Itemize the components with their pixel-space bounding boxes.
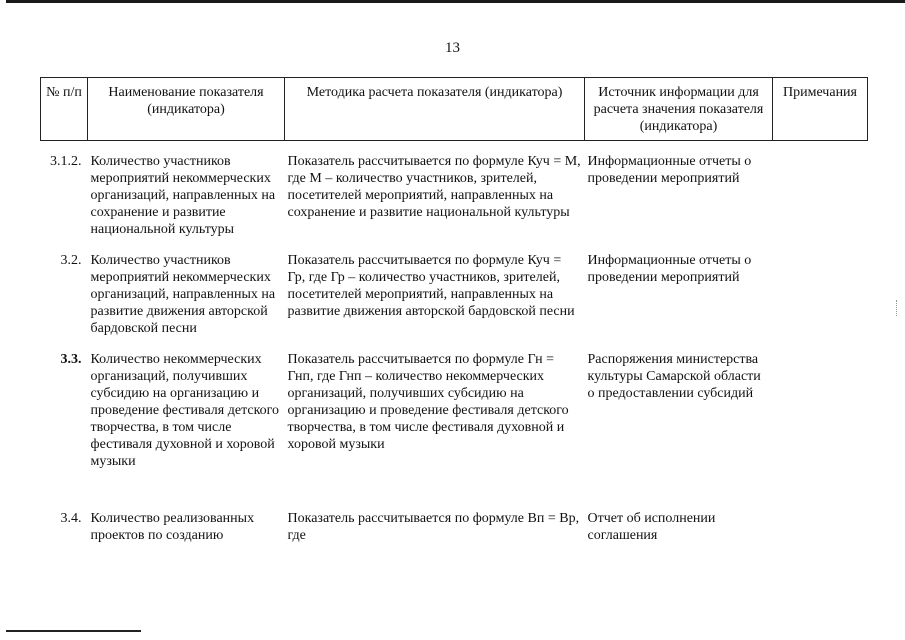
indicator-name: Количество участников мероприятий некоммерческих организаций, направленных на сохранение и развитие национальной культуры — [90, 154, 276, 237]
row-number: 3.1.2. — [50, 154, 82, 169]
calculation-method: Показатель рассчитывается по формуле Куч = Гр, где Гр – количество участников, зрителей, посетителей мероприятий, направленных на развитие движения авторской бардовской песни — [287, 253, 575, 319]
header-number: № п/п — [41, 78, 88, 141]
table-row — [41, 351, 868, 510]
table-row — [41, 510, 868, 544]
notes — [773, 351, 868, 510]
header-notes: Примечания — [773, 78, 868, 141]
bottom-border-line — [6, 630, 141, 632]
row-number: 3.3. — [60, 352, 82, 367]
top-border-line — [6, 0, 905, 3]
notes — [773, 153, 868, 252]
information-source: Информационные отчеты о проведении мероприятий — [587, 154, 752, 186]
header-indicator-name: Наименование показателя (индикатора) — [88, 78, 285, 141]
scan-artifact — [896, 300, 900, 316]
information-source: Отчет об исполнении соглашения — [587, 511, 716, 543]
header-information-source: Источник информации для расчета значения показателя (индикатора) — [585, 78, 773, 141]
calculation-method: Показатель рассчитывается по формуле Вп = Вр, где — [287, 511, 580, 543]
indicator-name: Количество некоммерческих организаций, получивших субсидию на организацию и проведение фестиваля детского творчества, в том числе фестиваля духовной и хоровой музыки — [90, 352, 280, 469]
calculation-method: Показатель рассчитывается по формуле Куч = М, где М – количество участников, зрителей, посетителей мероприятий, направленных на сохранение и развитие национальной культуры — [287, 154, 581, 220]
table-row — [41, 252, 868, 351]
calculation-method: Показатель рассчитывается по формуле Гн = Гнп, где Гнп – количество некоммерческих организаций, получивших субсидию на организацию и проведение фестиваля детского творчества, в том числе фестиваля духовной и хоровой музыки — [287, 352, 569, 452]
table-row — [41, 153, 868, 252]
information-source: Распоряжения министерства культуры Самарской области о предоставлении субсидий — [587, 352, 761, 401]
row-number: 3.2. — [60, 253, 82, 268]
page-number: 13 — [445, 40, 460, 56]
notes — [773, 252, 868, 351]
notes — [773, 510, 868, 544]
indicator-name: Количество реализованных проектов по созданию — [90, 511, 255, 543]
row-number: 3.4. — [60, 511, 82, 526]
information-source: Информационные отчеты о проведении мероприятий — [587, 253, 752, 285]
indicator-table — [40, 77, 868, 544]
header-calculation-method: Методика расчета показателя (индикатора) — [285, 78, 585, 141]
table-header-row — [41, 78, 868, 141]
indicator-name: Количество участников мероприятий некоммерческих организаций, направленных на развитие движения авторской бардовской песни — [90, 253, 276, 336]
